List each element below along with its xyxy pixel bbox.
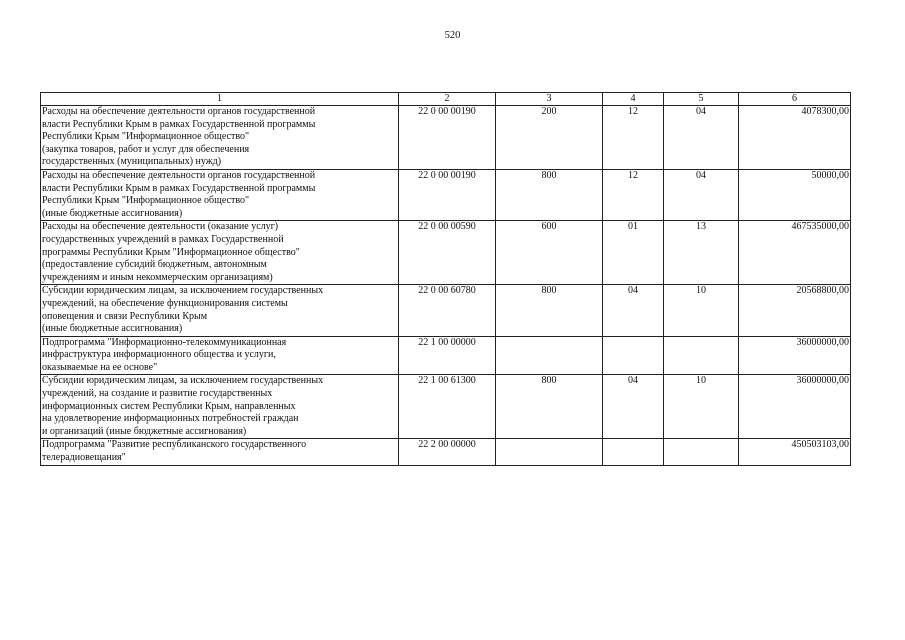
row-amount-cell: 20568800,00 xyxy=(739,285,851,336)
row-name-cell xyxy=(41,285,399,336)
row-col3-cell xyxy=(496,439,603,465)
table-row xyxy=(41,285,851,336)
row-name-cell xyxy=(41,221,399,285)
table-row xyxy=(41,169,851,220)
row-col5-cell: 04 xyxy=(664,106,739,170)
row-col4-cell: 12 xyxy=(603,106,664,170)
table-row xyxy=(41,375,851,439)
row-name-cell xyxy=(41,439,399,465)
row-name-line: Расходы на обеспечение деятельности органов государственной xyxy=(42,169,316,181)
row-name-line: власти Республики Крым в рамках Государственной программы xyxy=(42,182,316,194)
row-code-cell: 22 0 00 00190 xyxy=(399,106,496,170)
row-name-line: информационных систем Республики Крым, направленных xyxy=(42,400,296,412)
row-col3-cell: 800 xyxy=(496,169,603,220)
row-name-cell xyxy=(41,106,399,170)
row-name-line: (предоставление субсидий бюджетным, автономным xyxy=(42,259,267,271)
row-col3-cell xyxy=(496,336,603,375)
row-col4-cell: 01 xyxy=(603,221,664,285)
row-name-line: Субсидии юридическим лицам, за исключением государственных xyxy=(42,285,324,297)
table-row xyxy=(41,221,851,285)
row-code-cell: 22 0 00 00590 xyxy=(399,221,496,285)
table-header-row xyxy=(41,93,851,106)
row-col4-cell xyxy=(603,439,664,465)
table-row xyxy=(41,439,851,465)
row-code-cell: 22 0 00 60780 xyxy=(399,285,496,336)
table-row xyxy=(41,106,851,170)
row-col3-cell: 600 xyxy=(496,221,603,285)
row-name-line: Расходы на обеспечение деятельности (оказание услуг) xyxy=(42,221,279,233)
table-row xyxy=(41,336,851,375)
row-name-line: (закупка товаров, работ и услуг для обеспечения xyxy=(42,143,250,155)
row-name-line: (иные бюджетные ассигнования) xyxy=(42,207,183,219)
page-number: 520 xyxy=(444,30,461,41)
row-code-cell: 22 1 00 00000 xyxy=(399,336,496,375)
row-name-line: Подпрограмма "Развитие республиканского государственного xyxy=(42,439,307,451)
row-name-line: учреждений, на создание и развитие государственных xyxy=(42,388,273,400)
row-amount-cell: 467535000,00 xyxy=(739,221,851,285)
row-name-line: телерадиовещания" xyxy=(42,452,126,464)
row-amount-cell: 36000000,00 xyxy=(739,375,851,439)
column-header-3: 3 xyxy=(496,93,603,106)
row-col5-cell: 10 xyxy=(664,285,739,336)
row-col5-cell: 13 xyxy=(664,221,739,285)
column-header-6: 6 xyxy=(739,93,851,106)
row-name-line: учреждениям и иным некоммерческим организациям) xyxy=(42,271,273,283)
row-amount-cell: 36000000,00 xyxy=(739,336,851,375)
column-header-5: 5 xyxy=(664,93,739,106)
row-code-cell: 22 2 00 00000 xyxy=(399,439,496,465)
row-col5-cell: 04 xyxy=(664,169,739,220)
row-name-line: инфраструктура информационного общества и услуги, xyxy=(42,349,276,361)
row-amount-cell: 4078300,00 xyxy=(739,106,851,170)
row-col4-cell: 12 xyxy=(603,169,664,220)
row-col4-cell: 04 xyxy=(603,285,664,336)
row-name-line: Республики Крым "Информационное общество" xyxy=(42,195,250,207)
row-name-line: Подпрограмма "Информационно-телекоммуникационная xyxy=(42,336,287,348)
row-col5-cell: 10 xyxy=(664,375,739,439)
column-header-1: 1 xyxy=(41,93,399,106)
row-name-line: на удовлетворение информационных потребностей граждан xyxy=(42,413,299,425)
row-name-line: государственных учреждений в рамках Государственной xyxy=(42,233,284,245)
budget-table xyxy=(40,92,851,466)
column-header-2: 2 xyxy=(399,93,496,106)
row-col4-cell xyxy=(603,336,664,375)
row-name-line: оказываемые на ее основе" xyxy=(42,361,158,373)
row-code-cell: 22 0 00 00190 xyxy=(399,169,496,220)
row-col5-cell xyxy=(664,336,739,375)
row-name-line: власти Республики Крым в рамках Государственной программы xyxy=(42,118,316,130)
row-col5-cell xyxy=(664,439,739,465)
row-name-cell xyxy=(41,375,399,439)
row-name-line: государственных (муниципальных) нужд) xyxy=(42,156,222,168)
row-amount-cell: 450503103,00 xyxy=(739,439,851,465)
row-name-line: Республики Крым "Информационное общество" xyxy=(42,131,250,143)
row-name-cell xyxy=(41,336,399,375)
row-col3-cell: 200 xyxy=(496,106,603,170)
row-col3-cell: 800 xyxy=(496,285,603,336)
row-name-line: учреждений, на обеспечение функционирования системы xyxy=(42,297,288,309)
row-name-line: и организаций (иные бюджетные ассигнования) xyxy=(42,425,247,437)
row-name-line: оповещения и связи Республики Крым xyxy=(42,310,208,322)
row-name-line: Расходы на обеспечение деятельности органов государственной xyxy=(42,106,316,117)
row-name-line: Субсидии юридическим лицам, за исключением государственных xyxy=(42,375,324,387)
row-code-cell: 22 1 00 61300 xyxy=(399,375,496,439)
row-name-line: программы Республики Крым "Информационное общество" xyxy=(42,246,300,258)
row-amount-cell: 50000,00 xyxy=(739,169,851,220)
column-header-4: 4 xyxy=(603,93,664,106)
row-col3-cell: 800 xyxy=(496,375,603,439)
row-name-cell xyxy=(41,169,399,220)
row-name-line: (иные бюджетные ассигнования) xyxy=(42,323,183,335)
row-col4-cell: 04 xyxy=(603,375,664,439)
